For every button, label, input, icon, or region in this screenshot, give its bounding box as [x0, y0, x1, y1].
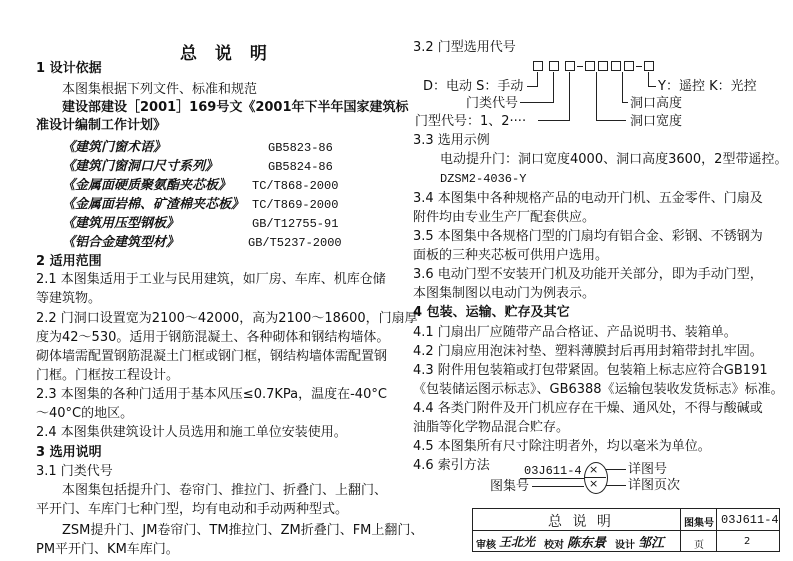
paragraph: 建设部建设［2001］169号文《2001年下半年国家建筑标: [62, 100, 409, 115]
leader-line: [520, 102, 554, 103]
page-title: 总 说 明: [180, 44, 273, 64]
leader-line: [648, 72, 649, 86]
leader-line: [596, 120, 626, 121]
leader-line: [596, 72, 597, 120]
leader-line: [622, 102, 628, 103]
leader-line: [622, 72, 623, 102]
code-label-width: 洞口宽度: [630, 114, 683, 129]
code-box: [611, 61, 621, 71]
paragraph: 3.1 门类代号: [36, 464, 113, 479]
dash: [636, 66, 642, 67]
paragraph: 本图集包括提升门、卷帘门、推拉门、折叠门、上翻门、: [62, 483, 388, 498]
code-box: [565, 61, 575, 71]
atlas-number: 03J611-4: [721, 513, 779, 527]
paragraph: 度为42～530。适用于钢筋混凝土、各种砌体和钢结构墙体。: [36, 330, 390, 345]
paragraph: 2.4 本图集供建筑设计人员选用和施工单位安装使用。: [36, 425, 347, 440]
paragraph: PM平开门、KM车库门。: [36, 542, 179, 557]
index-code: 03J611-4: [524, 464, 582, 478]
standard-name: 《建筑用压型钢板》: [62, 216, 180, 231]
index-cross-icon: ×: [589, 463, 599, 476]
title-block-divider: [716, 508, 717, 551]
index-underline: [520, 478, 584, 479]
index-leader: [606, 485, 626, 486]
paragraph: 准设计编制工作计划》: [36, 118, 167, 133]
paragraph: 本图集根据下列文件、标准和规范: [62, 82, 258, 97]
atlas-label: 图集号: [684, 518, 714, 529]
standard-name: 《建筑门窗洞口尺寸系列》: [62, 159, 219, 174]
code-box: [533, 61, 543, 71]
code-label-doortype: 门类代号: [466, 96, 519, 111]
section-heading-2: 2 适用范围: [36, 254, 102, 269]
paragraph: 面板的三种夹芯板可供用户选用。: [413, 248, 609, 263]
paragraph: 电动提升门：洞口宽度4000、洞口高度3600，2型带遥控。: [440, 152, 788, 167]
title-block-name: 总 说 明: [548, 514, 614, 530]
leader-line: [537, 72, 538, 86]
paragraph: 3.5 本图集中各规格门型的门扇均有铝合金、彩钢、不锈钢为: [413, 229, 763, 244]
paragraph: 4.6 索引方法: [413, 458, 490, 473]
paragraph: 本图集制图以电动门为例表示。: [413, 286, 596, 301]
paragraph: ZSM提升门、JM卷帘门、TM推拉门、ZM折叠门、FM上翻门、: [62, 523, 424, 538]
page-label: 页: [694, 540, 704, 551]
paragraph: 4.5 本图集所有尺寸除注明者外，均以毫米为单位。: [413, 439, 711, 454]
paragraph: 3.4 本图集中各种规格产品的电动开门机、五金零件、门扇及: [413, 191, 763, 206]
check-signature: 陈东景: [567, 536, 607, 551]
paragraph: 油脂等化学物品混合贮存。: [413, 420, 570, 435]
code-box: [549, 61, 559, 71]
index-leader: [532, 486, 584, 487]
code-label-power: D：电动 S：手动: [423, 79, 524, 94]
paragraph: 《包装储运图示标志》、GB6388《运输包装收发货标志》标准。: [413, 382, 784, 397]
leader-line: [527, 86, 538, 87]
paragraph: 2.2 门洞口设置宽为2100～42000，高为2100～18600，门扇厚: [36, 311, 418, 326]
paragraph: 4.3 附件用包装箱或打包带紧固。包装箱上标志应符合GB191: [413, 363, 768, 378]
paragraph: 等建筑物。: [36, 291, 102, 306]
paragraph: 4.2 门扇应用泡沫衬垫、塑料薄膜封后再用封箱带封扎牢固。: [413, 344, 763, 359]
paragraph: 附件均由专业生产厂配套供应。: [413, 210, 596, 225]
index-cross-icon: ×: [589, 477, 599, 490]
standard-name: 《金属面硬质聚氨酯夹芯板》: [62, 178, 232, 193]
leader-line: [538, 120, 570, 121]
section-heading-4: 4 包装、运输、贮存及其它: [413, 305, 570, 320]
example-code: DZSM2-4036-Y: [440, 172, 527, 186]
standard-name: 《金属面岩棉、矿渣棉夹芯板》: [62, 197, 245, 212]
section-heading-1: 1 设计依据: [36, 61, 102, 76]
dash: [577, 66, 583, 67]
title-block-divider: [680, 508, 681, 551]
index-detail-label: 详图号: [628, 462, 668, 477]
standard-name: 《铝合金建筑型材》: [62, 235, 180, 250]
design-label: 设计: [615, 540, 635, 551]
code-box: [585, 61, 595, 71]
standard-code: TC/T868-2000: [252, 179, 339, 193]
paragraph: 2.3 本图集的各种门适用于基本风压≤0.7KPa，温度在-40°C: [36, 387, 387, 402]
code-label-remote: Y：遥控 K：光控: [658, 79, 757, 94]
standard-code: TC/T869-2000: [252, 198, 339, 212]
paragraph: 砌体墙需配置钢筋混凝土门框或钢门框，钢结构墙体需配置钢: [36, 349, 388, 364]
paragraph: 4.1 门扇出厂应随带产品合格证、产品说明书、装箱单。: [413, 325, 737, 340]
title-block-divider: [472, 530, 780, 531]
code-label-height: 洞口高度: [630, 96, 683, 111]
paragraph: ～40°C的地区。: [36, 406, 134, 421]
code-box: [624, 61, 634, 71]
standard-name: 《建筑门窗术语》: [62, 140, 167, 155]
code-box: [598, 61, 608, 71]
code-label-model: 门型代号：1、2····: [415, 114, 527, 129]
paragraph: 2.1 本图集适用于工业与民用建筑，如厂房、车库、机库仓储: [36, 272, 386, 287]
review-signature: 王北光: [499, 535, 536, 549]
paragraph: 3.2 门型选用代号: [413, 40, 516, 55]
standard-code: GB/T12755-91: [252, 217, 339, 231]
index-atlas-label: 图集号: [490, 479, 530, 494]
leader-line: [569, 72, 570, 120]
standard-code: GB5824-86: [268, 160, 333, 174]
check-label: 校对: [544, 540, 564, 551]
standard-code: GB/T5237-2000: [248, 236, 342, 250]
standard-code: GB5823-86: [268, 141, 333, 155]
paragraph: 门框。门框按工程设计。: [36, 368, 180, 383]
leader-line: [648, 86, 656, 87]
leader-line: [553, 72, 554, 102]
page-number: 2: [744, 536, 751, 547]
design-signature: 邹江: [638, 536, 665, 551]
paragraph: 3.6 电动门型不安装开门机及功能开关部分，即为手动门型，: [413, 267, 763, 282]
index-page-label: 详图页次: [628, 478, 681, 493]
paragraph: 平开门、车库门七种门型，均有电动和手动两种型式。: [36, 502, 349, 517]
index-leader: [606, 469, 626, 470]
paragraph: 4.4 各类门附件及开门机应存在干燥、通风处，不得与酸碱或: [413, 401, 763, 416]
section-heading-3: 3 选用说明: [36, 445, 102, 460]
review-label: 审核: [476, 540, 496, 551]
code-box: [644, 61, 654, 71]
paragraph: 3.3 选用示例: [413, 133, 490, 148]
